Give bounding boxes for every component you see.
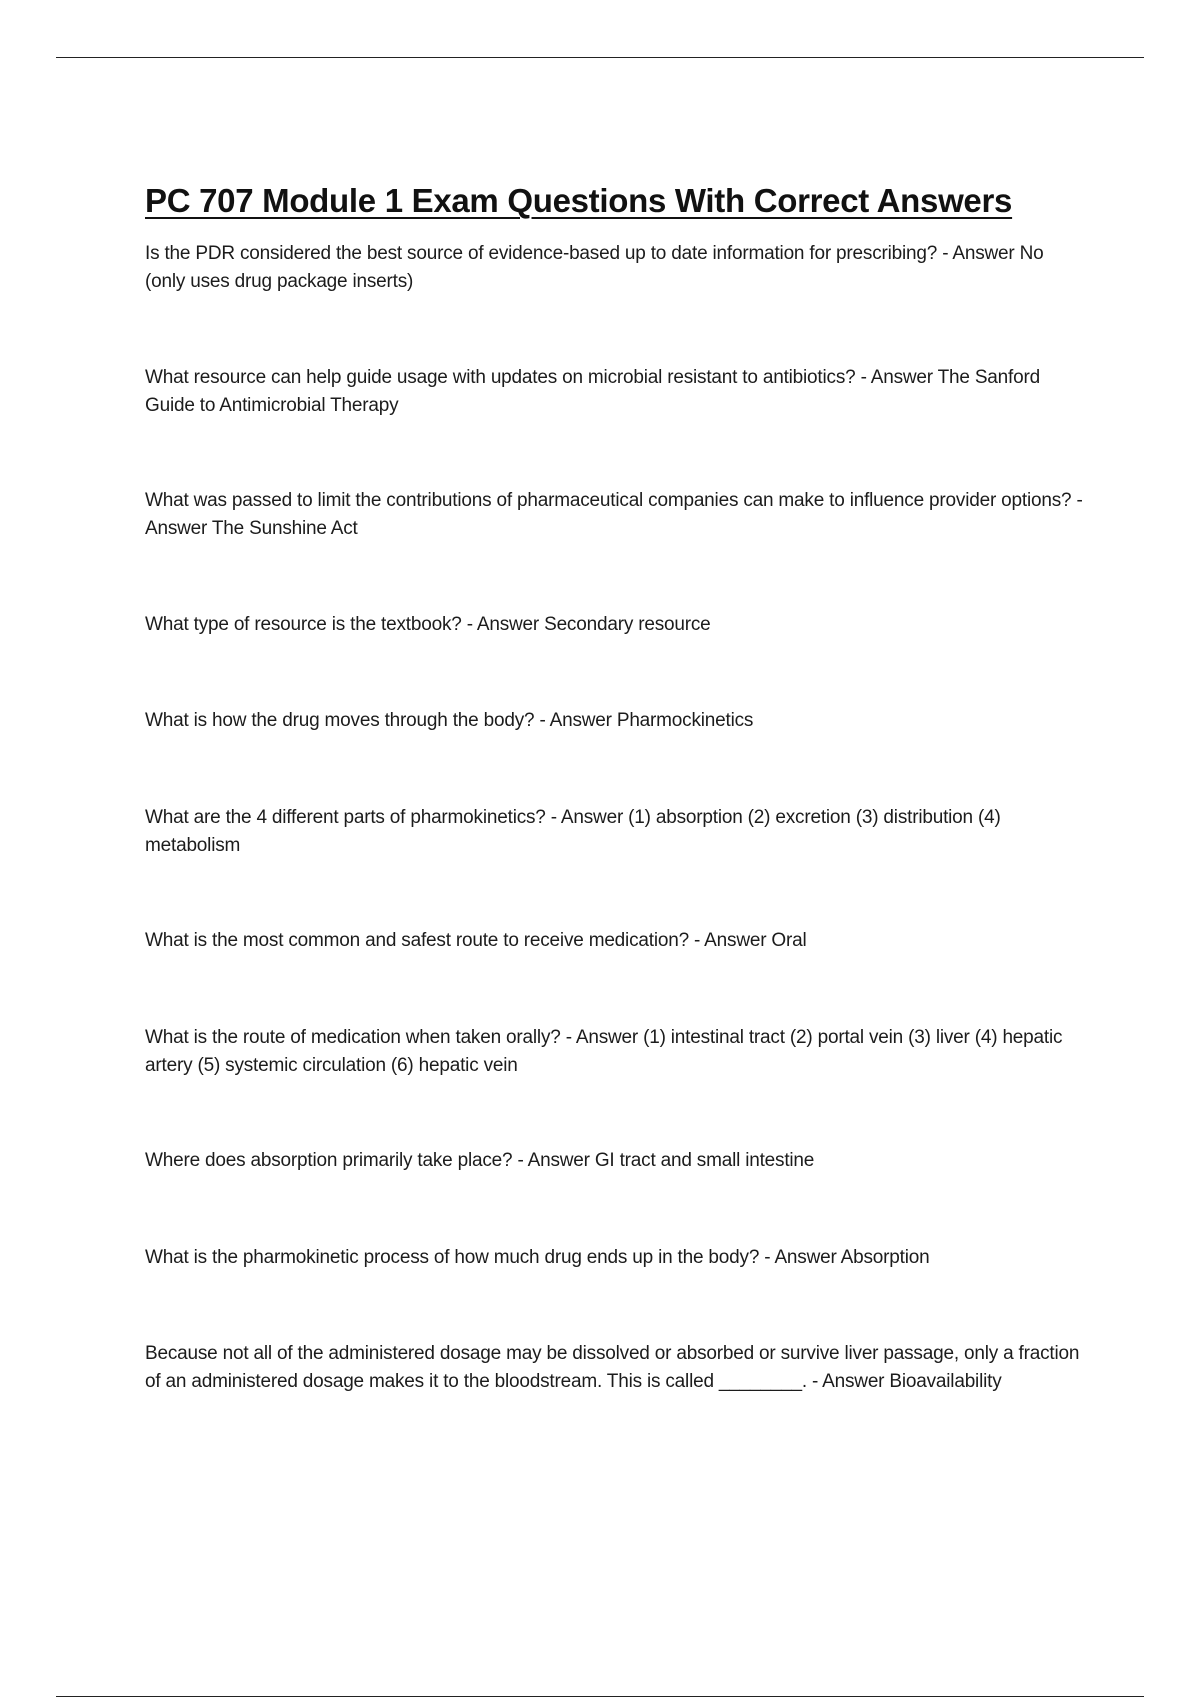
qa-item: What was passed to limit the contributions of pharmaceutical companies can make to influence provider options? - Answer The Sunshine Act — [145, 490, 1083, 539]
qa-item: What is the most common and safest route to receive medication? - Answer Oral — [145, 930, 807, 951]
header-rule — [56, 57, 1144, 58]
qa-item: What are the 4 different parts of pharmokinetics? - Answer (1) absorption (2) excretion (3) distribution (4) metabolism — [145, 807, 1001, 856]
qa-item: What resource can help guide usage with updates on microbial resistant to antibiotics? - Answer The Sanford Guide to Antimicrobial Therapy — [145, 367, 1040, 416]
qa-item: What type of resource is the textbook? - Answer Secondary resource — [145, 614, 711, 635]
qa-item: Because not all of the administered dosage may be dissolved or absorbed or survive liver passage, only a fraction of an administered dosage makes it to the bloodstream. This is called ________. - Answer Bioavailability — [145, 1343, 1080, 1392]
qa-item: What is the route of medication when taken orally? - Answer (1) intestinal tract (2) portal vein (3) liver (4) hepatic artery (5) systemic circulation (6) hepatic vein — [145, 1027, 1063, 1076]
qa-item: Is the PDR considered the best source of evidence-based up to date information for prescribing? - Answer No (only uses drug package inserts) — [145, 243, 1044, 292]
document-title: PC 707 Module 1 Exam Questions With Correct Answers — [145, 182, 1013, 219]
qa-item: What is how the drug moves through the body? - Answer Pharmockinetics — [145, 710, 754, 731]
footer-rule — [56, 1696, 1144, 1697]
document-body — [145, 178, 1089, 1392]
qa-item: What is the pharmokinetic process of how much drug ends up in the body? - Answer Absorption — [145, 1247, 930, 1268]
qa-item: Where does absorption primarily take place? - Answer GI tract and small intestine — [145, 1150, 815, 1171]
